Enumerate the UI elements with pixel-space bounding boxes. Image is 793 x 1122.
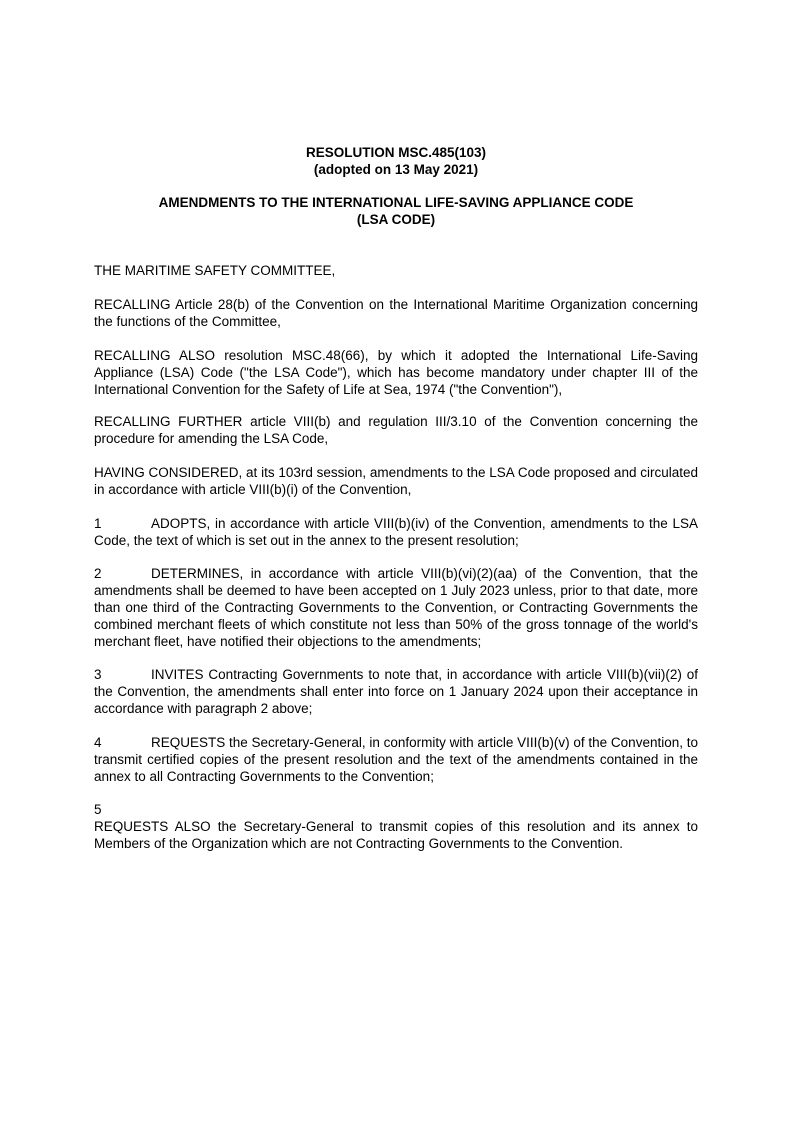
committee-line: THE MARITIME SAFETY COMMITTEE, [94, 263, 336, 278]
paragraph-text: REQUESTS ALSO the Secretary-General to transmit copies of this resolution and its annex to Members of the Organization which are not Contracting Governments to the Convention. [94, 819, 698, 851]
preamble-recalling-further: RECALLING FURTHER article VIII(b) and regulation III/3.10 of the Convention concerning the procedure for amending the LSA Code, [94, 414, 698, 446]
preamble-having-considered: HAVING CONSIDERED, at its 103rd session, amendments to the LSA Code proposed and circulated in accordance with article VIII(b)(i) of the Convention, [94, 465, 698, 497]
paragraph-number: 4 [94, 735, 102, 750]
paragraph-number: 2 [94, 566, 102, 581]
subject-line-1: AMENDMENTS TO THE INTERNATIONAL LIFE-SAVING APPLIANCE CODE [158, 195, 634, 210]
operative-paragraph-5 [94, 801, 698, 852]
paragraph-text: DETERMINES, in accordance with article VIII(b)(vi)(2)(aa) of the Convention, that the amendments shall be deemed to have been accepted on 1 July 2023 unless, prior to that date, more than one third of the Contracting Governments to the Convention, or Contracting Governments the combined merchant fleets of which constitute not less than 50% of the gross tonnage of the world's merchant fleet, have notified their objections to the amendments; [94, 566, 698, 649]
paragraph-text: ADOPTS, in accordance with article VIII(b)(iv) of the Convention, amendments to the LSA Code, the text of which is set out in the annex to the present resolution; [94, 516, 698, 548]
preamble-recalling-also: RECALLING ALSO resolution MSC.48(66), by which it adopted the International Life-Saving Appliance (LSA) Code ("the LSA Code"), which has become mandatory under chapter III of the International Convention for the Safety of Life at Sea, 1974 ("the Convention"), [94, 348, 698, 397]
subject-heading [94, 194, 698, 228]
adopted-date: (adopted on 13 May 2021) [313, 162, 479, 177]
operative-paragraph-1 [94, 515, 698, 549]
operative-paragraph-4 [94, 734, 698, 785]
paragraph-number: 1 [94, 516, 102, 531]
operative-paragraph-2 [94, 565, 698, 650]
paragraph-text: REQUESTS the Secretary-General, in conformity with article VIII(b)(v) of the Convention, to transmit certified copies of the present resolution and the text of the amendments contained in the annex to all Contracting Governments to the Convention; [94, 735, 698, 784]
operative-paragraph-3 [94, 666, 698, 717]
resolution-title: RESOLUTION MSC.485(103) [305, 145, 487, 160]
subject-line-2: (LSA CODE) [356, 212, 436, 227]
paragraph-number: 3 [94, 667, 102, 682]
preamble-recalling: RECALLING Article 28(b) of the Convention on the International Maritime Organization concerning the functions of the Committee, [94, 297, 698, 329]
resolution-heading [94, 144, 698, 178]
paragraph-text: INVITES Contracting Governments to note that, in accordance with article VIII(b)(vii)(2) of the Convention, the amendments shall enter into force on 1 January 2024 upon their acceptance in accordance with paragraph 2 above; [94, 667, 698, 716]
paragraph-number: 5 [94, 802, 102, 817]
